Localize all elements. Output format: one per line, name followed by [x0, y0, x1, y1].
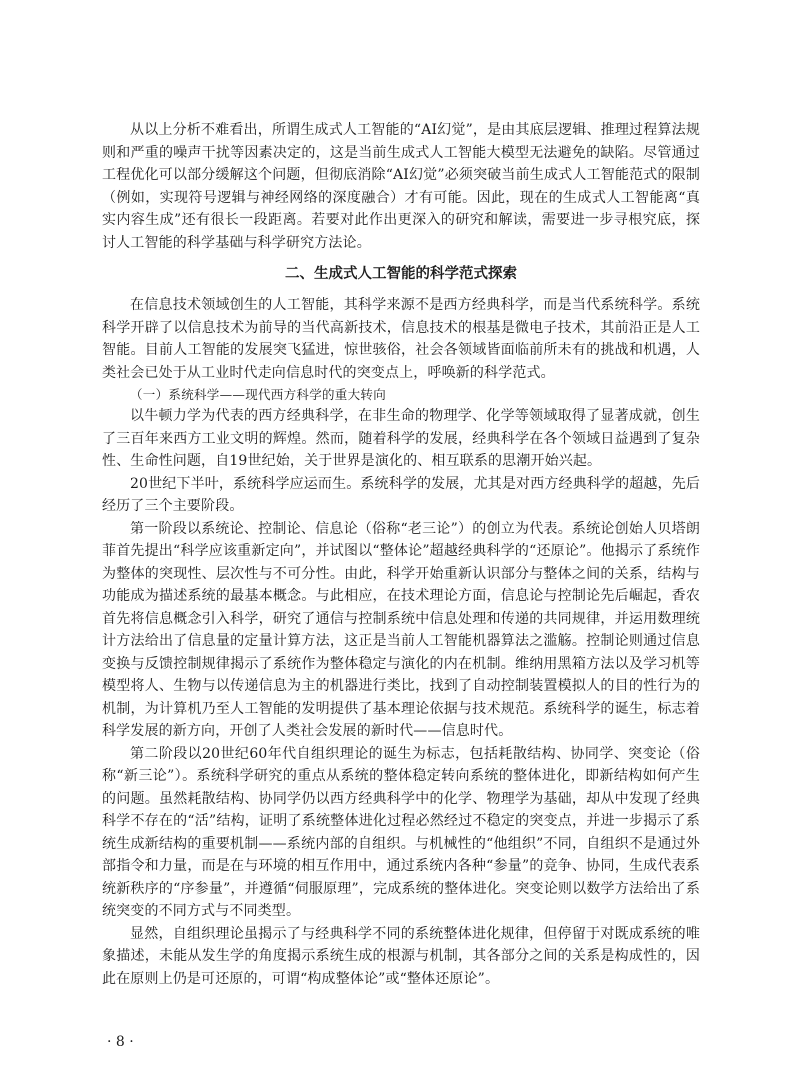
- paragraph-self-organization-limits: 显然，自组织理论虽揭示了与经典科学不同的系统整体进化规律，但停留于对既成系统的唯象描述，未能从发生学的角度揭示系统生成的根源与机制，其各部分之间的关系是构成性的，因此在原则上仍是可还原的，可谓“构成整体论”或“整体还原论”。: [102, 925, 700, 987]
- section-heading: 二、生成式人工智能的科学范式探索: [285, 266, 517, 282]
- paragraph-ai-hallucination-conclusion: 从以上分析不难看出，所谓生成式人工智能的“AI幻觉”，是由其底层逻辑、推理过程算法规则和严重的噪声干扰等因素决定的，这是当前生成式人工智能大模型无法避免的缺陷。尽管通过工程优化可以部分缓解这个问题，但彻底消除“AI幻觉”必须突破当前生成式人工智能范式的限制（例如，实现符号逻辑与神经网络的深度融合）才有可能。因此，现在的生成式人工智能离“真实内容生成”还有很长一段距离。若要对此作出更深入的研究和解读，需要进一步寻根究底，探讨人工智能的科学基础与科学研究方法论。: [102, 122, 700, 251]
- paragraph-systems-science-emergence: 20世纪下半叶，系统科学应运而生。系统科学的发展，尤其是对西方经典科学的超越，先后经历了三个主要阶段。: [102, 475, 700, 514]
- paragraph-classical-science: 以牛顿力学为代表的西方经典科学，在非生命的物理学、化学等领域取得了显著成就，创生了三百年来西方工业文明的辉煌。然而，随着科学的发展，经典科学在各个领域日益遇到了复杂性、生命性问题，自19世纪始，关于世界是演化的、相互联系的思潮开始兴起。: [102, 408, 700, 469]
- page-number: · 8 ·: [107, 1034, 134, 1050]
- subsection-heading: （一）系统科学——现代西方科学的重大转向: [130, 387, 387, 402]
- page-content: [102, 119, 700, 990]
- paragraph-first-stage: 第一阶段以系统论、控制论、信息论（俗称“老三论”）的创立为代表。系统论创始人贝塔朗菲首先提出“科学应该重新定向”，并试图以“整体论”超越经典科学的“还原论”。他揭示了系统作为整体的突现性、层次性与不可分性。由此，科学开始重新认识部分与整体之间的关系，结构与功能成为描述系统的最基本概念。与此相应，在技术理论方面，信息论与控制论先后崛起，香农首先将信息概念引入科学，研究了通信与控制系统中信息处理和传递的共同规律，并运用数理统计方法给出了信息量的定量计算方法，这正是当前人工智能机器算法之滥觞。控制论则通过信息变换与反馈控制规律揭示了系统作为整体稳定与演化的内在机制。维纳用黑箱方法以及学习机等模型将人、生物与以传递信息为主的机器进行类比，找到了自动控制装置模拟人的目的性行为的机制，为计算机乃至人工智能的发明提供了基本理论依据与技术规范。系统科学的诞生，标志着科学发展的新方向，开创了人类社会发展的新时代——信息时代。: [102, 520, 700, 739]
- paragraph-section-intro: 在信息技术领域创生的人工智能，其科学来源不是西方经典科学，而是当代系统科学。系统科学开辟了以信息技术为前导的当代高新技术，信息技术的根基是微电子技术，其前沿正是人工智能。目前人工智能的发展突飞猛进，惊世骇俗，社会各领域皆面临前所未有的挑战和机遇，人类社会已处于从工业时代走向信息时代的突变点上，呼唤新的科学范式。: [102, 297, 700, 381]
- paragraph-second-stage: 第二阶段以20世纪60年代自组织理论的诞生为标志，包括耗散结构、协同学、突变论（俗称“新三论”）。系统科学研究的重点从系统的整体稳定转向系统的整体进化，即新结构如何产生的问题。虽然耗散结构、协同学仍以西方经典科学中的化学、物理学为基础，却从中发现了经典科学不存在的“活”结构，证明了系统整体进化过程必然经过不稳定的突变点，并进一步揭示了系统生成新结构的重要机制——系统内部的自组织。与机械性的“他组织”不同，自组织不是通过外部指令和力量，而是在与环境的相互作用中，通过系统内各种“参量”的竞争、协同，生成代表系统新秩序的“序参量”，并遵循“伺服原理”，完成系统的整体进化。突变论则以数学方法给出了系统突变的不同方式与不同类型。: [102, 745, 700, 919]
